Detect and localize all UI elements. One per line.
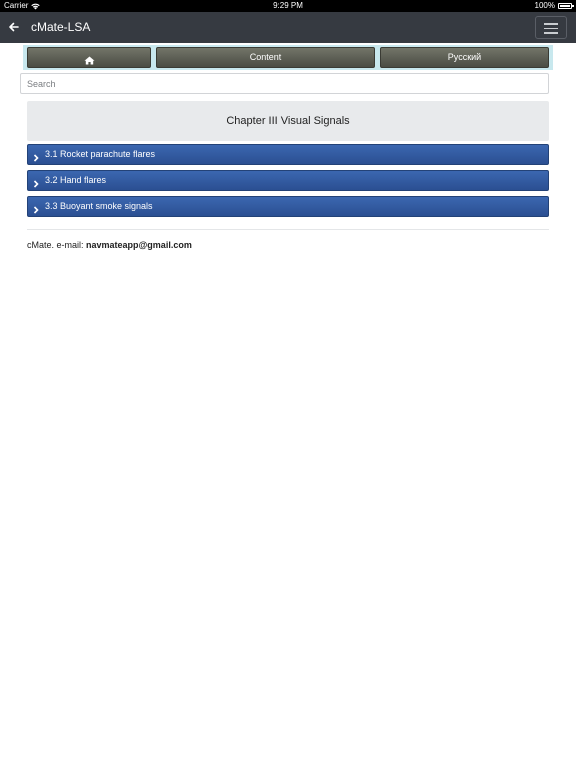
chevron-right-icon xyxy=(33,202,39,221)
section-item-hand-flares[interactable] xyxy=(27,170,549,191)
content-button[interactable]: Content xyxy=(156,47,375,68)
email-link[interactable]: navmateapp@gmail.com xyxy=(86,240,192,250)
status-time: 9:29 PM xyxy=(273,1,303,10)
section-item-buoyant-smoke-signals[interactable] xyxy=(27,196,549,217)
home-button[interactable] xyxy=(27,47,151,68)
home-icon xyxy=(84,51,95,65)
status-bar xyxy=(0,0,576,12)
chapter-title: Chapter III Visual Signals xyxy=(27,101,549,141)
section-label: 3.3 Buoyant smoke signals xyxy=(45,201,153,211)
hamburger-menu-icon[interactable] xyxy=(535,16,567,39)
section-label: 3.2 Hand flares xyxy=(45,175,107,185)
language-button[interactable]: Русский xyxy=(380,47,549,68)
section-label: 3.1 Rocket parachute flares xyxy=(45,149,156,159)
footer xyxy=(27,240,192,250)
carrier-label: Carrier xyxy=(4,1,29,10)
chevron-right-icon xyxy=(33,176,39,195)
battery-percent: 100% xyxy=(534,1,555,10)
section-item-rocket-parachute-flares[interactable] xyxy=(27,144,549,165)
app-title: cMate-LSA xyxy=(31,20,91,34)
divider xyxy=(27,229,549,230)
chevron-right-icon xyxy=(33,150,39,169)
search-input[interactable] xyxy=(20,73,549,94)
status-right xyxy=(535,0,572,12)
arrow-left-icon[interactable] xyxy=(7,20,21,34)
footer-prefix: cMate. e-mail: xyxy=(27,240,87,250)
battery-icon xyxy=(558,3,572,9)
top-button-strip xyxy=(23,45,553,70)
navbar xyxy=(0,12,576,43)
